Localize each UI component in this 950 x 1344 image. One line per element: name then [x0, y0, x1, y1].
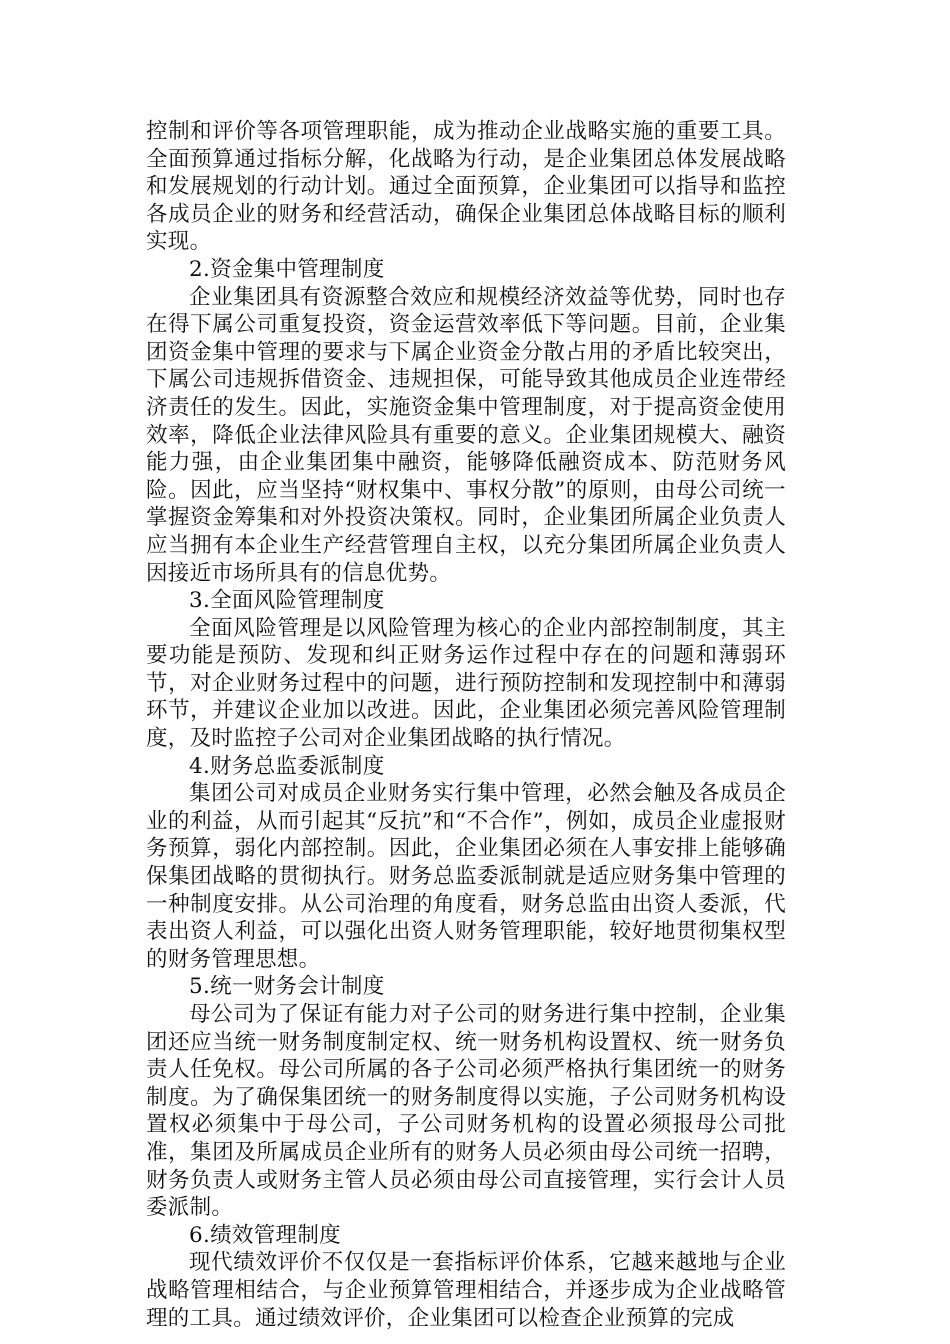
heading-performance-management: 6.绩效管理制度 — [189, 1222, 341, 1248]
paragraph-unified-accounting: 母公司为了保证有能力对子公司的财务进行集中控制，企业集团还应当统一财务制度制定权、统一财务机构设置权、统一财务负责人任免权。母公司所属的各子公司必须严格执行集团统一的财务制度。为了确保集团统一的财务制度得以实施，子公司财务机构设置权必须集中于母公司，子公司财务机构的设置必须报母公司批准，集团及所属成员企业所有的财务人员必须由母公司统一招聘，财务负责人或财务主管人员必须由母公司直接管理，实行会计人员委派制。 — [146, 1002, 786, 1221]
document-body — [146, 118, 786, 1332]
paragraph-performance-management: 现代绩效评价不仅仅是一套指标评价体系，它越来越地与企业战略管理相结合，与企业预算管理相结合，并逐步成为企业战略管理的工具。通过绩效评价，企业集团可以检查企业预算的完成 — [146, 1250, 786, 1331]
heading-unified-accounting: 5.统一财务会计制度 — [189, 974, 385, 1000]
paragraph-budget-cont: 控制和评价等各项管理职能，成为推动企业战略实施的重要工具。全面预算通过指标分解，化战略为行动，是企业集团总体发展战略和发展规划的行动计划。通过全面预算，企业集团可以指导和监控各成员企业的财务和经营活动，确保企业集团总体战略目标的顺利实现。 — [146, 119, 786, 255]
heading-fund-management: 2.资金集中管理制度 — [189, 256, 385, 282]
heading-cfo-assignment: 4.财务总监委派制度 — [189, 753, 385, 779]
heading-risk-management: 3.全面风险管理制度 — [189, 588, 385, 614]
paragraph-cfo-assignment: 集团公司对成员企业财务实行集中管理，必然会触及各成员企业的利益，从而引起其“反抗”和“不合作”，例如，成员企业虚报财务预算，弱化内部控制。因此，企业集团必须在人事安排上能够确保集团战略的贯彻执行。财务总监委派制就是适应财务集中管理的一种制度安排。从公司治理的角度看，财务总监由出资人委派，代表出资人利益，可以强化出资人财务管理职能，较好地贯彻集权型的财务管理思想。 — [146, 781, 786, 972]
paragraph-fund-management: 企业集团具有资源整合效应和规模经济效益等优势，同时也存在得下属公司重复投资，资金运营效率低下等问题。目前，企业集团资金集中管理的要求与下属企业资金分散占用的矛盾比较突出，下属公司违规拆借资金、违规担保，可能导致其他成员企业连带经济责任的发生。因此，实施资金集中管理制度，对于提高资金使用效率，降低企业法律风险具有重要的意义。企业集团规模大、融资能力强，由企业集团集中融资，能够降低融资成本、防范财务风险。因此，应当坚持“财权集中、事权分散”的原则，由母公司统一掌握资金筹集和对外投资决策权。同时，企业集团所属企业负责人应当拥有本企业生产经营管理自主权，以充分集团所属企业负责人因接近市场所具有的信息优势。 — [146, 284, 786, 586]
paragraph-risk-management: 全面风险管理是以风险管理为核心的企业内部控制制度，其主要功能是预防、发现和纠正财务运作过程中存在的问题和薄弱环节，对企业财务过程中的问题，进行预防控制和发现控制中和薄弱环节，并建议企业加以改进。因此，企业集团必须完善风险管理制度，及时监控子公司对企业集团战略的执行情况。 — [146, 615, 786, 752]
